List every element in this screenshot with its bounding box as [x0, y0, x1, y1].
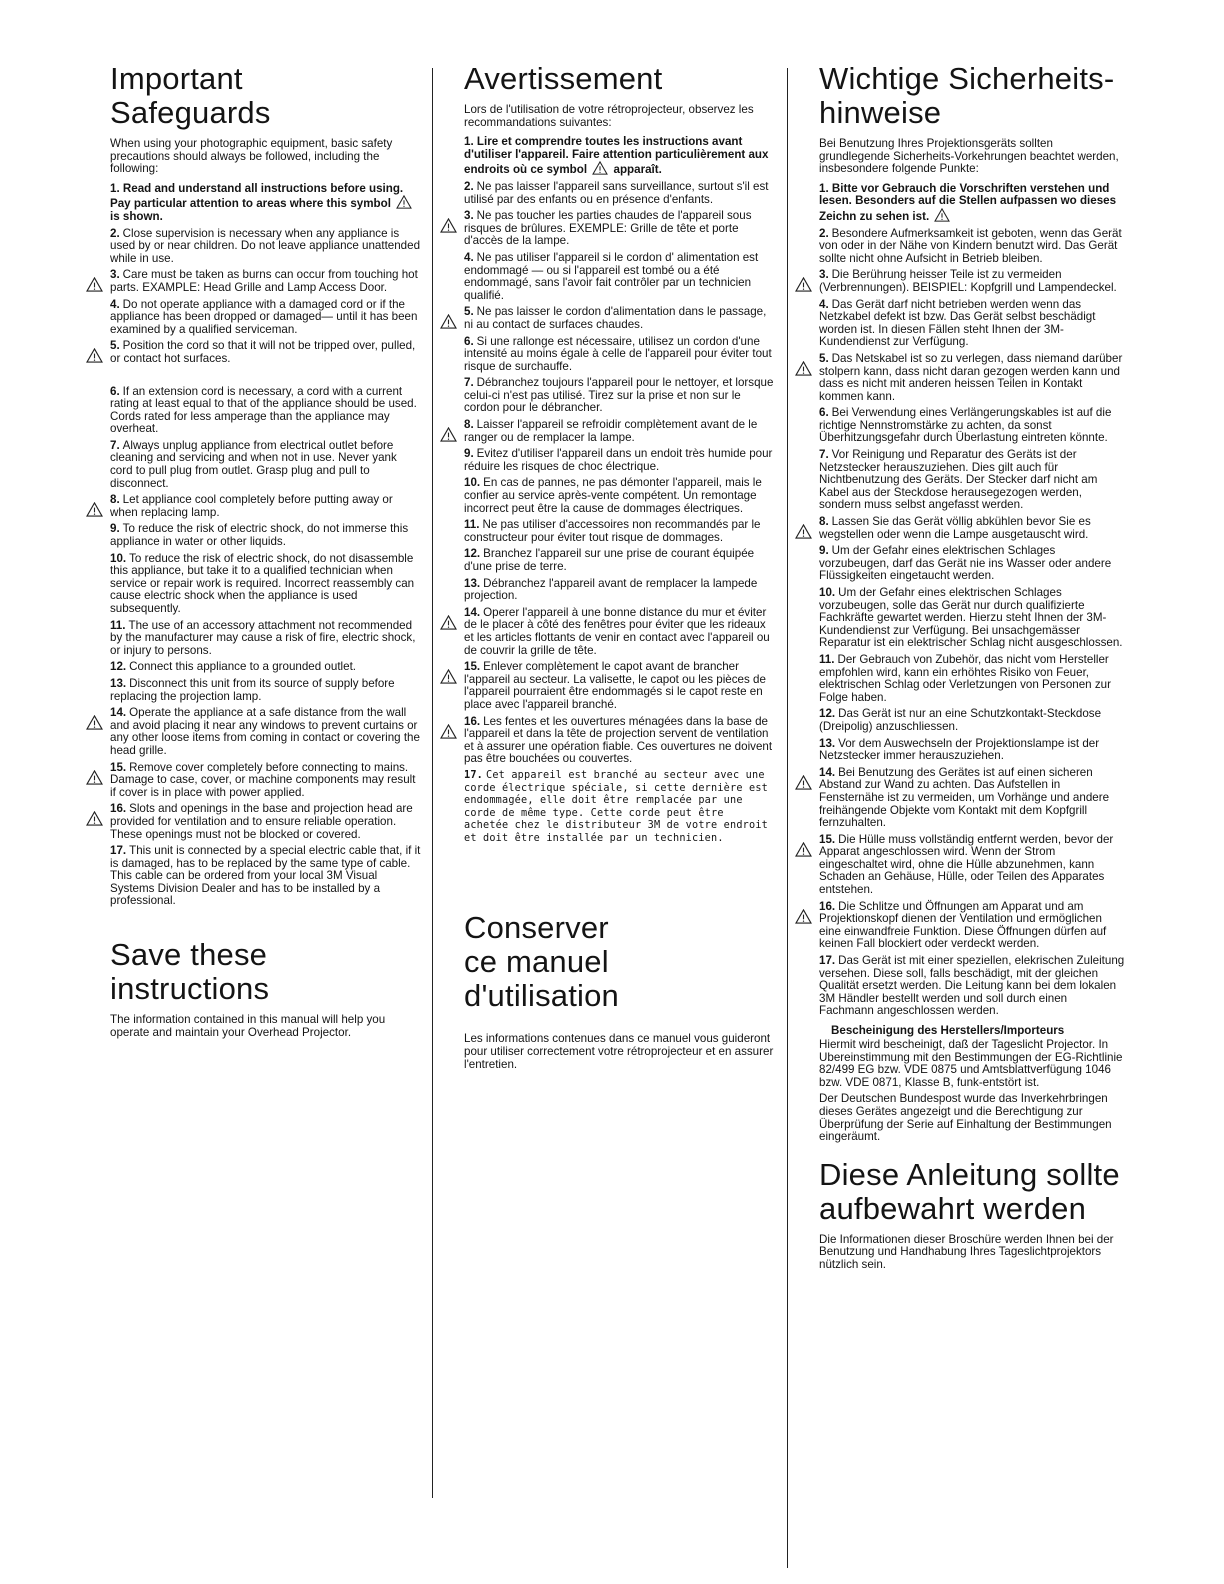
sicherheit-item-9: 9. Um der Gefahr eines elektrischen Schlages vorzubeugen, darf das Gerät nie ins Wasser oder andere Flüssigkeiten eingetaucht werden. — [819, 544, 1112, 583]
avertissement-item-6: 6. Si une rallonge est nécessaire, utilisez un cordon d'une intensité au moins égale à celle de l'appareil pour éviter tout risque de surchauffe. — [464, 334, 772, 373]
warning-triangle-icon — [440, 669, 457, 684]
avertissement-item-4: 4. Ne pas utiliser l'appareil si le cordon d' alimentation est endommagé — ou si l'appareil est tombé ou a été endommagé, sans l'avoir fait contrôler par un technicien qualifié. — [464, 250, 759, 302]
safeguard-item-2: 2. Close supervision is necessary when any appliance is used by or near children. Do not leave appliance unattended while in use. — [110, 226, 421, 265]
sicherheit-item-1: 1. Bitte vor Gebrauch die Vorschriften verstehen und lesen. Besonders auf die Stellen aufpassen wo dieses Zeichn zu sehen ist. — [819, 181, 1117, 223]
warning-triangle-icon — [795, 361, 812, 376]
safeguard-item-11: 11. The use of an accessory attachment not recommended by the manufacturer may cause a risk of fire, electric shock, or injury to persons. — [110, 618, 416, 657]
english-closing: The information contained in this manual will help you operate and maintain your Overhead Projector. — [110, 1013, 386, 1039]
sicherheit-item-14: 14. Bei Benutzung des Gerätes ist auf einen sicheren Abstand zur Wand zu achten. Das Aufstellen in Fensternähe ist zu vermeiden, um Vorhänge und andere freihängende Objekte vom Kontakt mit dem Kopfgrill fernzuhalten. — [819, 767, 1125, 830]
sicherheit-item-17: 17. Das Gerät ist mit einer speziellen, elekrischen Zuleitung versehen. Diese soll, falls beschädigt, mit der gleichen Qualität ersetzt werden. Die Leitung kann bei dem lokalen 3M Händler bestellt werden und soll durch einen Fachmann angeschlossen werden. — [819, 954, 1125, 1018]
warning-triangle-icon — [795, 775, 812, 790]
safeguard-item-6: 6. If an extension cord is necessary, a cord with a current rating at least equal to that of the appliance should be used. Cords rated for less amperage than the appliance may overheat. — [110, 384, 417, 436]
safeguard-item-17: 17. This unit is connected by a special electric cable that, if it is damaged, has to be replaced by the same type of cable. This cable can be ordered from your local 3M Visual Systems Division Dealer and has to be installed by a professional. — [110, 844, 421, 908]
sicherheit-item-15: 15. Die Hülle muss vollständig entfernt werden, bevor der Apparat angeschlossen wird. Wenn der Strom eingeschaltet wird, ohne die Hülle abzunehmen, kann Schaden an Gehäuse, Hülle, oder Teilen des Apparates entstehen. — [819, 834, 1125, 897]
avertissement-item-10: 10. En cas de pannes, ne pas démonter l'appareil, mais le confier au service après-vente compétent. Un remontage incorrect peut être la cause de dommages électriques. — [464, 476, 762, 515]
warning-triangle-icon — [440, 724, 457, 739]
german-intro: Bei Benutzung Ihres Projektionsgeräts sollten grundlegende Sicherheits-Vorkehrungen beachtet werden, insbesondere folgende Punkte: — [819, 137, 1119, 176]
warning-triangle-icon — [795, 277, 812, 292]
avertissement-item-12: 12. Branchez l'appareil sur une prise de courant équipée d'une prise de terre. — [464, 547, 755, 573]
french-save-title: Conserver ce manuel d'utilisation — [464, 910, 619, 1014]
sicherheit-item-10: 10. Um der Gefahr eines elektrischen Schlages vorzubeugen, solle das Gerät nur durch qualifizierte Fachkräfte gewartet werden. Hierzu steht Ihnen der 3M-Kundendienst zur Verfügung. Bei unsachgemässer Reparatur ist ein elektrischer Schlag nicht ausgeschlossen. — [819, 586, 1123, 650]
warning-triangle-icon — [795, 909, 812, 924]
safeguard-item-8: 8. Let appliance cool completely before putting away or when replacing lamp. — [110, 494, 422, 519]
german-closing: Die Informationen dieser Broschüre werden Ihnen bei der Benutzung und Handhabung Ihres Tageslichtprojektors nützlich sein. — [819, 1232, 1114, 1271]
safeguard-item-4: 4. Do not operate appliance with a damaged cord or if the appliance has been dropped or damaged— until it has been examined by a qualified serviceman. — [110, 297, 418, 336]
sicherheit-item-16: 16. Die Schlitze und Öffnungen am Apparat und am Projektionskopf dienen der Ventilation und ermöglichen eine einwandfreie Funktion. Diese Öffnungen dürfen auf keinen Fall blockiert oder verdeckt werden. — [819, 901, 1125, 951]
warning-triangle-icon — [795, 524, 812, 539]
sicherheit-item-2: 2. Besondere Aufmerksamkeit ist geboten, wenn das Gerät von oder in der Nähe von Kindern benutzt wird. Das Gerät sollte nicht ohne Aufsicht in Betrieb bleiben. — [819, 226, 1122, 265]
warning-triangle-icon — [440, 615, 457, 630]
avertissement-item-3: 3. Ne pas toucher les parties chaudes de l'appareil sous risques de brûlures. EXEMPLE: Grille de tête et porte d'accès de la lampe. — [464, 210, 774, 248]
safeguard-item-15: 15. Remove cover completely before connecting to mains. Damage to case, cover, or machine components may result if cover is in place with power applied. — [110, 762, 422, 800]
sicherheit-item-6: 6. Bei Verwendung eines Verlängerungskables ist auf die richtige Nennstromstärke zu achten, da sonst Überhitzungsgefahr durch Überlastung eintreten könnte. — [819, 406, 1112, 445]
warning-triangle-icon — [440, 218, 457, 233]
sicherheit-item-4: 4. Das Gerät darf nicht betrieben werden wenn das Netzkabel defekt ist bzw. Das Gerät selbst beschädigt worden ist. In diesen Fällen steht Ihnen der 3M-Kundendienst zur Verfügung. — [819, 297, 1096, 349]
safeguard-item-3: 3. Care must be taken as burns can occur from touching hot parts. EXAMPLE: Head Grille and Lamp Access Door. — [110, 269, 422, 294]
warning-triangle-icon — [934, 208, 950, 222]
avertissement-item-2: 2. Ne pas laisser l'appareil sans surveillance, surtout s'il est utilisé par des enfants ou en présence d'enfants. — [464, 179, 769, 206]
german-column — [819, 62, 1125, 1272]
sicherheit-item-13: 13. Vor dem Auswechseln der Projektionslampe ist der Netzstecker immer herauszuziehen. — [819, 736, 1100, 763]
avertissement-item-5: 5. Ne pas laisser le cordon d'alimentation dans le passage, ni au contact de surfaces chaudes. — [464, 306, 774, 331]
certificate-title: Bescheinigung des Herstellers/Importeurs — [831, 1024, 1065, 1037]
warning-triangle-icon — [795, 842, 812, 857]
warning-triangle-icon — [440, 314, 457, 329]
french-column — [464, 62, 774, 1071]
sicherheit-item-8: 8. Lassen Sie das Gerät völlig abkühlen bevor Sie es wegstellen oder wenn die Lampe ausgetauscht wird. — [819, 516, 1125, 541]
certificate-text: Hiermit wird bescheinigt, daß der Tageslicht Projector. In Ubereinstimmung mit den Bestimmungen der EG-Richtlinie 82/499 EG bzw. VDE 0875 und Amtsblattverfügung 1046 bzw. VDE 0871, Klasse B, funk-entstört ist. — [819, 1038, 1123, 1089]
warning-triangle-icon — [592, 161, 608, 175]
avertissement-item-7: 7. Débranchez toujours l'appareil pour le nettoyer, et lorsque celui-ci n'est pas utilisé. Tirez sur la prise et non sur le cordon pour le débrancher. — [464, 376, 774, 415]
safeguard-item-1: 1. Read and understand all instructions before using. Pay particular attention to areas where this symbol is shown. — [110, 183, 422, 224]
column-divider — [432, 68, 433, 1498]
avertissement-item-1: 1. Lire et comprendre toutes les instructions avant d'utiliser l'appareil. Faire attention particulièrement aux endroits où ce symbol apparaît. — [464, 135, 769, 177]
english-column — [110, 62, 422, 1039]
warning-triangle-icon — [86, 770, 103, 785]
safeguard-item-9: 9. To reduce the risk of electric shock, do not immerse this appliance in water or other liquids. — [110, 522, 409, 549]
avertissement-item-17: 17. Cet appareil est branché au secteur avec une corde électrique spéciale, si cette dernière est endommagée, elle doit être remplacée par une corde de même type. Cette corde peut être achetée chez le distributeur 3M de votre endroit et doit être installée par un technicien. — [464, 769, 769, 844]
safeguard-item-7: 7. Always unplug appliance from electrical outlet before cleaning and servicing and when not in use. Never yank cord to pull plug from outlet. Grasp plug and pull to disconnect. — [110, 438, 397, 490]
german-save-title: Diese Anleitung sollte aufbewahrt werden — [819, 1156, 1120, 1226]
french-closing: Les informations contenues dans ce manuel vous guideront pour utiliser correctement votre rétroprojecteur et en assurer l'entretien. — [464, 1032, 774, 1071]
warning-triangle-icon — [396, 195, 412, 209]
safeguard-item-14: 14. Operate the appliance at a safe distance from the wall and avoid placing it near any windows to prevent curtains or any other loose items from coming in contact or covering the head grille. — [110, 707, 422, 757]
warning-triangle-icon — [86, 715, 103, 730]
warning-triangle-icon — [86, 277, 103, 292]
avertissement-item-16: 16. Les fentes et les ouvertures ménagées dans la base de l'appareil et dans la tête de projection servent de ventilation et à assurer une opération fiable. Ces ouvertures ne doivent pas être bouchées ou couvertes. — [464, 716, 774, 766]
english-save-title: Save these instructions — [110, 937, 270, 1007]
warning-triangle-icon — [86, 811, 103, 826]
sicherheit-item-12: 12. Das Gerät ist nur an eine Schutzkontakt-Steckdose (Dreipolig) anzuschliessen. — [819, 707, 1102, 733]
english-intro: When using your photographic equipment, basic safety precautions should always be followed, including the following: — [110, 137, 393, 176]
sicherheit-item-11: 11. Der Gebrauch von Zubehör, das nicht vom Hersteller empfohlen wird, kann ein erhöhtes Risiko von Feuer, elektrischen Schlag oder Verletzungen von Personen zur Folge haben. — [819, 652, 1111, 704]
french-intro: Lors de l'utilisation de votre rétroprojecteur, observez les recommandations suivantes: — [464, 103, 754, 129]
safeguard-item-13: 13. Disconnect this unit from its source of supply before replacing the projection lamp. — [110, 676, 395, 703]
safeguard-item-5: 5. Position the cord so that it will not be tripped over, pulled, or contact hot surfaces. — [110, 340, 422, 365]
sicherheit-item-3: 3. Die Berührung heisser Teile ist zu vermeiden (Verbrennungen). BEISPIEL: Kopfgrill und Lampendeckel. — [819, 269, 1125, 294]
sicherheit-item-5: 5. Das Netskabel ist so zu verlegen, dass niemand darüber stolpern kann, dass nicht daran gezogen werden kann und dass es nicht mit anderen heissen Teilen in Kontakt kommen kann. — [819, 353, 1125, 403]
certificate-note: Der Deutschen Bundespost wurde das Inverkehrbringen dieses Gerätes angezeigt und die Berechtigung zur Überprüfung der Serie auf Einhaltung der Bestimmungen eingeräumt. — [819, 1092, 1112, 1144]
safeguard-item-12: 12. Connect this appliance to a grounded outlet. — [110, 660, 357, 674]
safeguard-item-16: 16. Slots and openings in the base and projection head are provided for ventilation and to ensure reliable operation. These openings must not be blocked or covered. — [110, 803, 422, 841]
warning-triangle-icon — [86, 502, 103, 517]
french-title: Avertissement — [464, 61, 663, 96]
avertissement-item-8: 8. Laisser l'appareil se refroidir complètement avant de le ranger ou de remplacer la lampe. — [464, 419, 774, 444]
avertissement-item-15: 15. Enlever complètement le capot avant de brancher l'appareil au secteur. La valisette, le capot ou les pièces de l'appareil pourraient être endommagés si le capot reste en place avec l'appareil branché. — [464, 661, 774, 711]
german-title: Wichtige Sicherheits-hinweise — [819, 61, 1115, 130]
sicherheit-item-7: 7. Vor Reinigung und Reparatur des Geräts ist der Netzstecker herauszuziehen. Dies gilt auch für Nichtbenutzung des Geräts. Der Stecker darf nicht am Kabel aus der Steckdose herausegezogen werden, sondern muss selbst angefasst werden. — [819, 448, 1098, 512]
avertissement-item-14: 14. Operer l'appareil à une bonne distance du mur et éviter de le placer à côté des fenêtres pour éviter que les rideaux et les articles flottants de venir en contact avec l'appareil ou de couvrir la grille de tête. — [464, 607, 774, 657]
warning-triangle-icon — [440, 427, 457, 442]
warning-triangle-icon — [86, 348, 103, 363]
avertissement-item-9: 9. Evitez d'utiliser l'appareil dans un endoit très humide pour réduire les risques de choc électrique. — [464, 447, 773, 473]
safeguard-item-10: 10. To reduce the risk of electric shock, do not disassemble this appliance, but take it to a qualified technician when service or repair work is required. Incorrect reassembly can cause electric shock when the appliance is used subsequently. — [110, 551, 415, 615]
english-title: Important Safeguards — [110, 61, 271, 130]
avertissement-item-11: 11. Ne pas utiliser d'accessoires non recommandés par le constructeur pour éviter tout risque de dommages. — [464, 518, 761, 544]
avertissement-item-13: 13. Débranchez l'appareil avant de remplacer la lampede projection. — [464, 576, 758, 603]
column-divider — [787, 68, 788, 1568]
